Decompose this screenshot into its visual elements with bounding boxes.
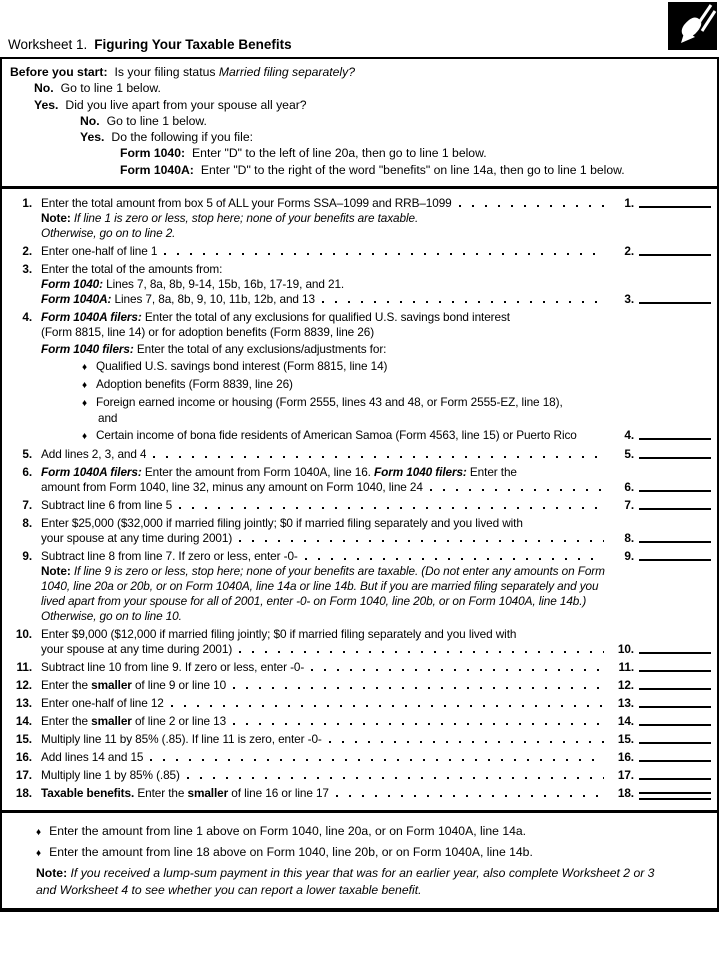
entry-number: 15. (617, 732, 634, 747)
entry-blank-line (639, 646, 711, 654)
line-text: No. Go to line 1 below. (80, 113, 207, 128)
entry-blank-line (639, 502, 711, 510)
entry-number: 18. (617, 786, 634, 801)
line-number: 10. (15, 627, 32, 642)
line-text: (Form 8815, line 14) or for adoption benefits (Form 8839, line 26) (41, 325, 375, 340)
entry-field (610, 750, 711, 765)
line-number: 14. (15, 714, 32, 729)
entry-field (610, 447, 711, 462)
entry-field (610, 244, 711, 259)
worksheet-row (10, 262, 711, 277)
footer-row (10, 823, 709, 842)
entry-blank-line (639, 792, 711, 800)
entry-number: 11. (618, 660, 634, 675)
line-text: Add lines 14 and 15 (41, 750, 144, 765)
worksheet-row (10, 244, 711, 259)
note-text: Note: If you received a lump-sum payment in this year that was for an earlier year, also complete Worksheet 2 or 3 and Worksheet 4 to see whether you can report a lower taxable benefit. (36, 866, 655, 897)
before-row (10, 162, 713, 178)
line-text: Adoption benefits (Form 8839, line 26) (96, 377, 293, 392)
line-text: Enter one-half of line 12 (41, 696, 164, 711)
line-text: Enter $25,000 ($32,000 if married filing jointly; $0 if married filing separately and you lived with (41, 516, 523, 531)
worksheet-row (10, 516, 711, 531)
line-number: 4. (22, 310, 32, 325)
entry-field (610, 678, 711, 693)
entry-field (610, 480, 711, 495)
dot-leader (459, 205, 604, 207)
entry-blank-line (639, 535, 711, 543)
dot-leader (171, 705, 604, 707)
worksheet-row (10, 768, 711, 783)
line-text: Enter $9,000 ($12,000 if married filing jointly; $0 if married filing separately and you lived with (41, 627, 517, 642)
line-number: 3. (22, 262, 32, 277)
line-text: amount from Form 1040, line 32, minus any amount on Form 1040, line 24 (41, 480, 423, 495)
worksheet-row (10, 395, 711, 411)
before-row (10, 113, 713, 129)
worksheet-row (10, 325, 711, 340)
entry-field (610, 196, 711, 211)
worksheet-row (10, 531, 711, 546)
line-text: Subtract line 6 from line 5 (41, 498, 173, 513)
line-text: Certain income of bona fide residents of American Samoa (Form 4563, line 15) or Puerto Rico (96, 428, 577, 443)
worksheet-row (10, 447, 711, 462)
worksheet-number-label: Worksheet 1. (8, 37, 88, 52)
entry-number: 7. (624, 498, 634, 513)
line-number: 11. (16, 660, 32, 675)
line-text: your spouse at any time during 2001) (41, 531, 233, 546)
line-text: Form 1040: Enter "D" to the left of line 20a, then go to line 1 below. (120, 146, 487, 161)
worksheet-row (10, 660, 711, 675)
worksheet-row (10, 196, 711, 211)
worksheet-row (10, 750, 711, 765)
before-row (10, 145, 713, 161)
entry-blank-line (639, 296, 711, 304)
before-row (10, 129, 713, 145)
entry-number: 13. (617, 696, 634, 711)
line-text: Taxable benefits. Enter the smaller of line 16 or line 17 (41, 786, 329, 801)
worksheet-row (10, 428, 711, 444)
dot-leader (305, 558, 604, 560)
worksheet-row (10, 377, 711, 393)
worksheet-row (10, 411, 711, 426)
entry-field (610, 714, 711, 729)
line-text: Yes. Do the following if you file: (80, 130, 253, 145)
note-text: Note: If line 9 is zero or less, stop here; none of your benefits are taxable. (Do not enter any amounts on Form 1040, line 20a or 20b, or on Form 1040A, line 14a or line 14b. But if you are married filing separately and you lived apart from your spouse for all of 2001, enter -0- on Form 1040, line 20b, or on Form 1040A, line 14b.) Otherwise, go on to line 10. (41, 564, 605, 624)
line-number: 15. (15, 732, 32, 747)
bullet-icon: ♦ (82, 380, 88, 392)
worksheet-row (10, 292, 711, 307)
entry-blank-line (639, 754, 711, 762)
entry-blank-line (639, 248, 711, 256)
dot-leader (322, 301, 604, 303)
worksheet-title-label: Figuring Your Taxable Benefits (94, 37, 292, 52)
entry-field (610, 549, 711, 564)
worksheet-row (10, 564, 711, 624)
entry-number: 17. (617, 768, 634, 783)
entry-field (610, 642, 711, 657)
line-text: Subtract line 8 from line 7. If zero or less, enter -0- (41, 549, 298, 564)
line-text: Enter the total of the amounts from: (41, 262, 223, 277)
line-number: 7. (22, 498, 32, 513)
line-number: 17. (15, 768, 32, 783)
line-number: 9. (22, 549, 32, 564)
entry-blank-line (639, 451, 711, 459)
dot-leader (430, 489, 604, 491)
footer-text: Enter the amount from line 18 above on Form 1040, line 20b, or on Form 1040A, line 14b. (49, 844, 533, 859)
entry-field (610, 732, 711, 747)
worksheet-row (10, 696, 711, 711)
worksheet-row (10, 211, 711, 226)
worksheet-row (10, 627, 711, 642)
line-text: Add lines 2, 3, and 4 (41, 447, 147, 462)
entry-number: 2. (624, 244, 634, 259)
worksheet-row (10, 498, 711, 513)
line-number: 2. (22, 244, 32, 259)
entry-number: 6. (624, 480, 634, 495)
bullet-icon: ♦ (82, 431, 88, 443)
worksheet-row (10, 732, 711, 747)
dot-leader (311, 669, 604, 671)
entry-number: 1. (624, 196, 634, 211)
entry-field (610, 428, 711, 443)
worksheet-row (10, 277, 711, 292)
line-number: 6. (22, 465, 32, 480)
entry-blank-line (639, 718, 711, 726)
dot-leader (239, 540, 604, 542)
bullet-icon: ♦ (36, 847, 42, 859)
line-text: Qualified U.S. savings bond interest (Form 8815, line 14) (96, 359, 388, 374)
entry-number: 12. (617, 678, 634, 693)
dot-leader (329, 741, 604, 743)
entry-blank-line (639, 772, 711, 780)
entry-field (610, 292, 711, 307)
footer-section (2, 813, 717, 908)
worksheet-row (10, 480, 711, 495)
before-row (10, 64, 713, 80)
entry-number: 9. (624, 549, 634, 564)
line-number: 5. (22, 447, 32, 462)
line-text: Multiply line 1 by 85% (.85) (41, 768, 180, 783)
worksheet-lines-section (2, 189, 717, 813)
dot-leader (336, 795, 604, 797)
worksheet-row (10, 310, 711, 325)
line-text: Multiply line 11 by 85% (.85). If line 11 is zero, enter -0- (41, 732, 322, 747)
entry-field (610, 498, 711, 513)
entry-blank-line (639, 736, 711, 744)
before-you-start-section (2, 59, 717, 189)
bullet-icon: ♦ (82, 362, 88, 374)
entry-field (610, 531, 711, 546)
line-number: 12. (15, 678, 32, 693)
worksheet-row (10, 226, 711, 241)
worksheet-row (10, 714, 711, 729)
worksheet-box (0, 57, 719, 912)
entry-number: 5. (624, 447, 634, 462)
dot-leader (153, 456, 604, 458)
dot-leader (187, 777, 604, 779)
note-text: Note: If line 1 is zero or less, stop here; none of your benefits are taxable. (41, 211, 419, 226)
entry-blank-line (639, 664, 711, 672)
line-text: Subtract line 10 from line 9. If zero or less, enter -0- (41, 660, 305, 675)
note-text: Otherwise, go on to line 2. (41, 226, 176, 241)
worksheet-row (10, 786, 711, 801)
footer-row (10, 844, 709, 863)
line-number: 18. (15, 786, 32, 801)
entry-blank-line (639, 484, 711, 492)
entry-field (610, 660, 711, 675)
line-text: Form 1040 filers: Enter the total of any exclusions/adjustments for: (41, 342, 387, 357)
line-text: and (98, 411, 118, 426)
line-text: Enter the smaller of line 2 or line 13 (41, 714, 227, 729)
entry-field (610, 768, 711, 783)
footer-note (10, 865, 709, 898)
line-number: 16. (15, 750, 32, 765)
line-text: Yes. Did you live apart from your spouse all year? (34, 97, 307, 112)
entry-number: 16. (617, 750, 634, 765)
worksheet-row (10, 359, 711, 375)
entry-blank-line (639, 432, 711, 440)
worksheet-row (10, 642, 711, 657)
entry-number: 3. (624, 292, 634, 307)
line-text: your spouse at any time during 2001) (41, 642, 233, 657)
before-row (10, 80, 713, 96)
worksheet-row (10, 549, 711, 564)
line-text: Form 1040A filers: Enter the total of any exclusions for qualified U.S. savings bond interest (41, 310, 510, 325)
line-text: Enter the total amount from box 5 of ALL your Forms SSA–1099 and RRB–1099 (41, 196, 452, 211)
worksheet-row (10, 465, 711, 480)
line-text: Form 1040A: Lines 7, 8a, 8b, 9, 10, 11b, 12b, and 13 (41, 292, 315, 307)
dot-leader (233, 687, 604, 689)
page-title (8, 37, 292, 52)
entry-field (610, 786, 711, 801)
worksheet-row (10, 342, 711, 357)
line-number: 8. (22, 516, 32, 531)
line-text: Enter one-half of line 1 (41, 244, 158, 259)
dot-leader (239, 651, 604, 653)
entry-number: 14. (617, 714, 634, 729)
line-text: Before you start: Is your filing status Married filing separately? (10, 65, 356, 79)
entry-number: 10. (617, 642, 634, 657)
entry-field (610, 696, 711, 711)
line-text: Form 1040A: Enter "D" to the right of the word "benefits" on line 14a, then go to line 1 below. (120, 162, 625, 177)
entry-blank-line (639, 700, 711, 708)
dot-leader (233, 723, 604, 725)
entry-blank-line (639, 200, 711, 208)
pencil-icon (668, 2, 717, 50)
bullet-icon: ♦ (36, 827, 42, 839)
footer-text: Enter the amount from line 1 above on Form 1040, line 20a, or on Form 1040A, line 14a. (49, 824, 527, 839)
entry-number: 8. (624, 531, 634, 546)
dot-leader (150, 759, 604, 761)
entry-blank-line (639, 553, 711, 561)
line-text: Foreign earned income or housing (Form 2555, lines 43 and 48, or Form 2555-EZ, line 18), (96, 395, 563, 410)
line-text: Enter the smaller of line 9 or line 10 (41, 678, 227, 693)
before-row (10, 97, 713, 113)
line-number: 1. (22, 196, 32, 211)
dot-leader (179, 507, 604, 509)
bullet-icon: ♦ (82, 398, 88, 410)
line-text: Form 1040: Lines 7, 8a, 8b, 9-14, 15b, 16b, 17-19, and 21. (41, 277, 345, 292)
line-text: Form 1040A filers: Enter the amount from Form 1040A, line 16. Form 1040 filers: Enter the (41, 465, 517, 480)
entry-number: 4. (624, 428, 634, 443)
line-text: No. Go to line 1 below. (34, 81, 161, 96)
entry-blank-line (639, 682, 711, 690)
worksheet-row (10, 678, 711, 693)
dot-leader (164, 253, 604, 255)
line-number: 13. (15, 696, 32, 711)
